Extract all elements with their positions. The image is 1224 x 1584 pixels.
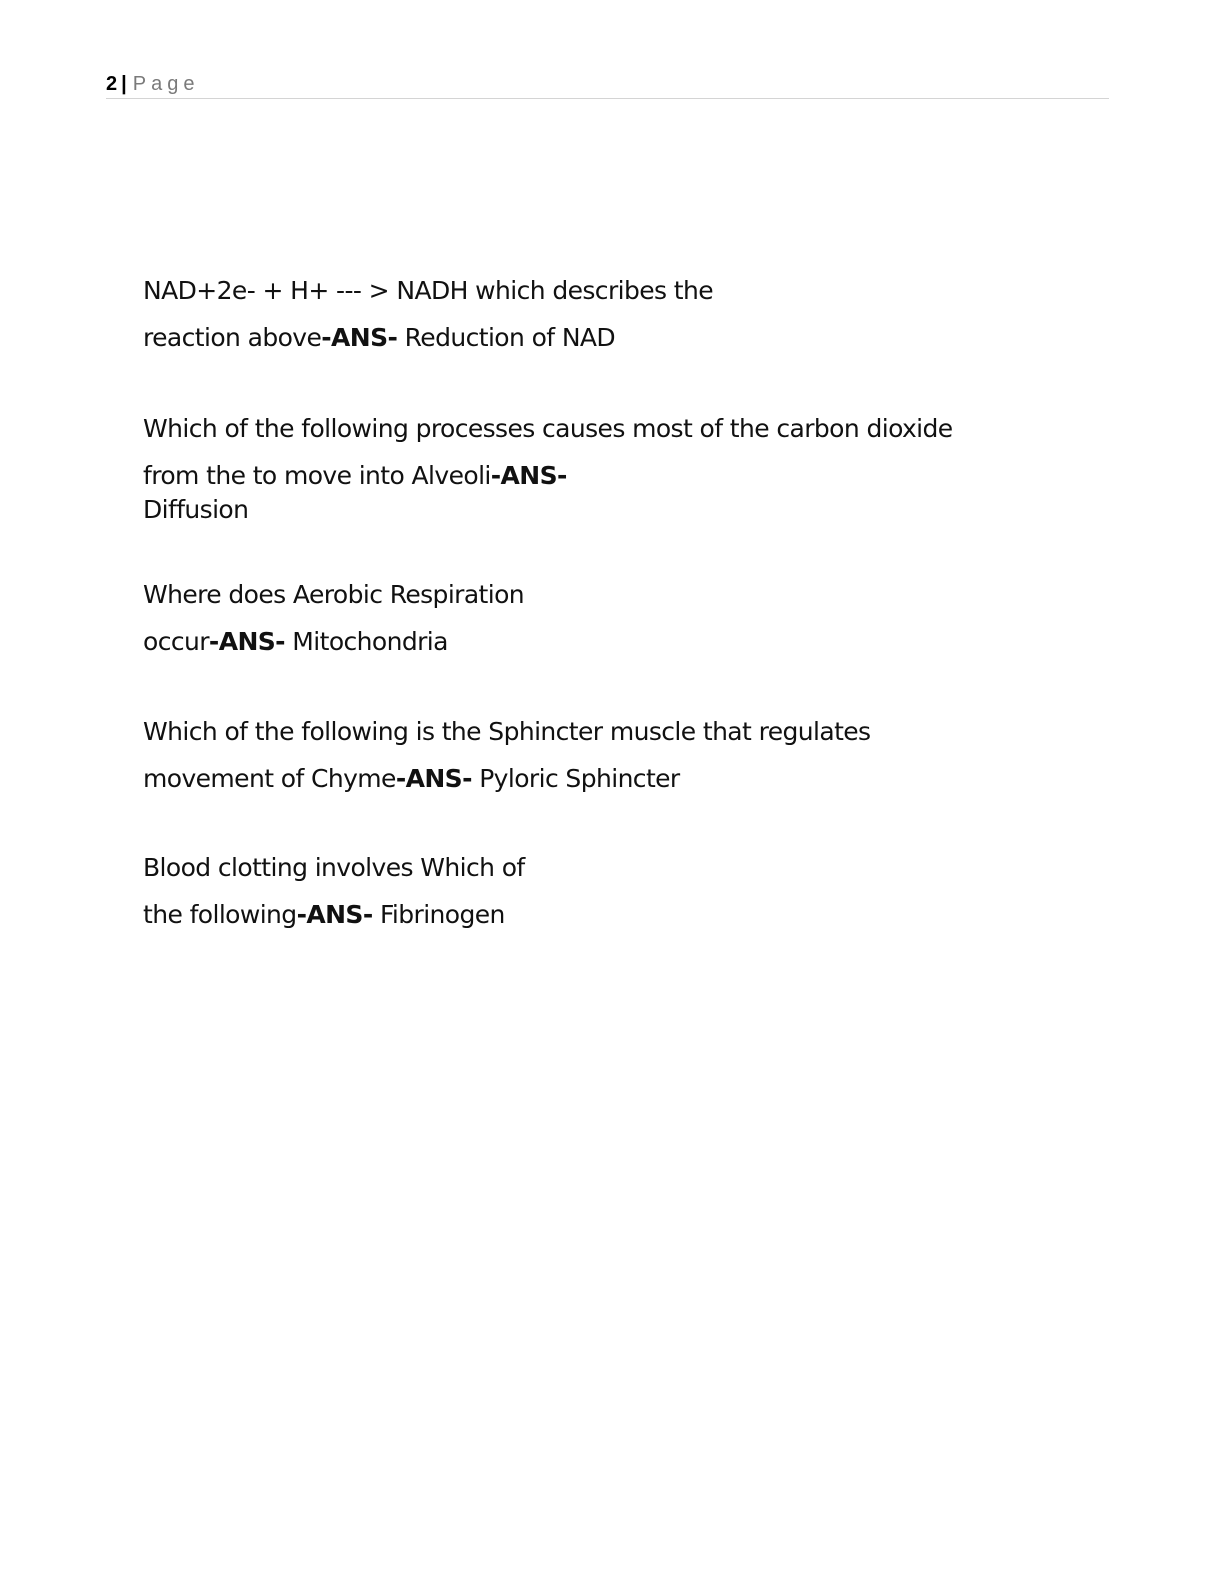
question-5-answer-line xyxy=(143,900,505,930)
ans-marker: -ANS- xyxy=(296,900,373,929)
ans-marker: -ANS- xyxy=(395,764,472,793)
question-4-answer-line xyxy=(143,764,680,794)
question-2-answer: Diffusion xyxy=(143,495,249,524)
ans-marker: -ANS- xyxy=(490,461,567,490)
page-label: Page xyxy=(132,73,200,95)
question-4-prompt: movement of Chyme xyxy=(143,764,396,793)
ans-marker: -ANS- xyxy=(208,627,285,656)
question-2-prompt: from the to move into Alveoli xyxy=(143,461,491,490)
question-5-answer: Fibrinogen xyxy=(372,900,505,929)
page-separator: | xyxy=(121,73,127,95)
page-header xyxy=(106,72,1109,99)
question-4-line-1: Which of the following is the Sphincter muscle that regulates xyxy=(143,717,871,746)
question-5-prompt: the following xyxy=(143,900,297,929)
question-1-answer: Reduction of NAD xyxy=(397,323,616,352)
question-3-answer-line xyxy=(143,627,448,657)
question-3-line-1: Where does Aerobic Respiration xyxy=(143,580,525,609)
question-1-prompt: reaction above xyxy=(143,323,322,352)
question-2-line-1: Which of the following processes causes most of the carbon dioxide xyxy=(143,414,953,443)
question-1-line-1: NAD+2e- + H+ --- > NADH which describes the xyxy=(143,276,714,305)
question-1-answer-line xyxy=(143,323,615,353)
question-5-line-1: Blood clotting involves Which of xyxy=(143,853,525,882)
ans-marker: -ANS- xyxy=(321,323,398,352)
question-2-answer-line xyxy=(143,461,567,491)
question-3-answer: Mitochondria xyxy=(284,627,448,656)
page-number: 2 xyxy=(106,73,118,95)
question-3-prompt: occur xyxy=(143,627,209,656)
question-4-answer: Pyloric Sphincter xyxy=(471,764,680,793)
